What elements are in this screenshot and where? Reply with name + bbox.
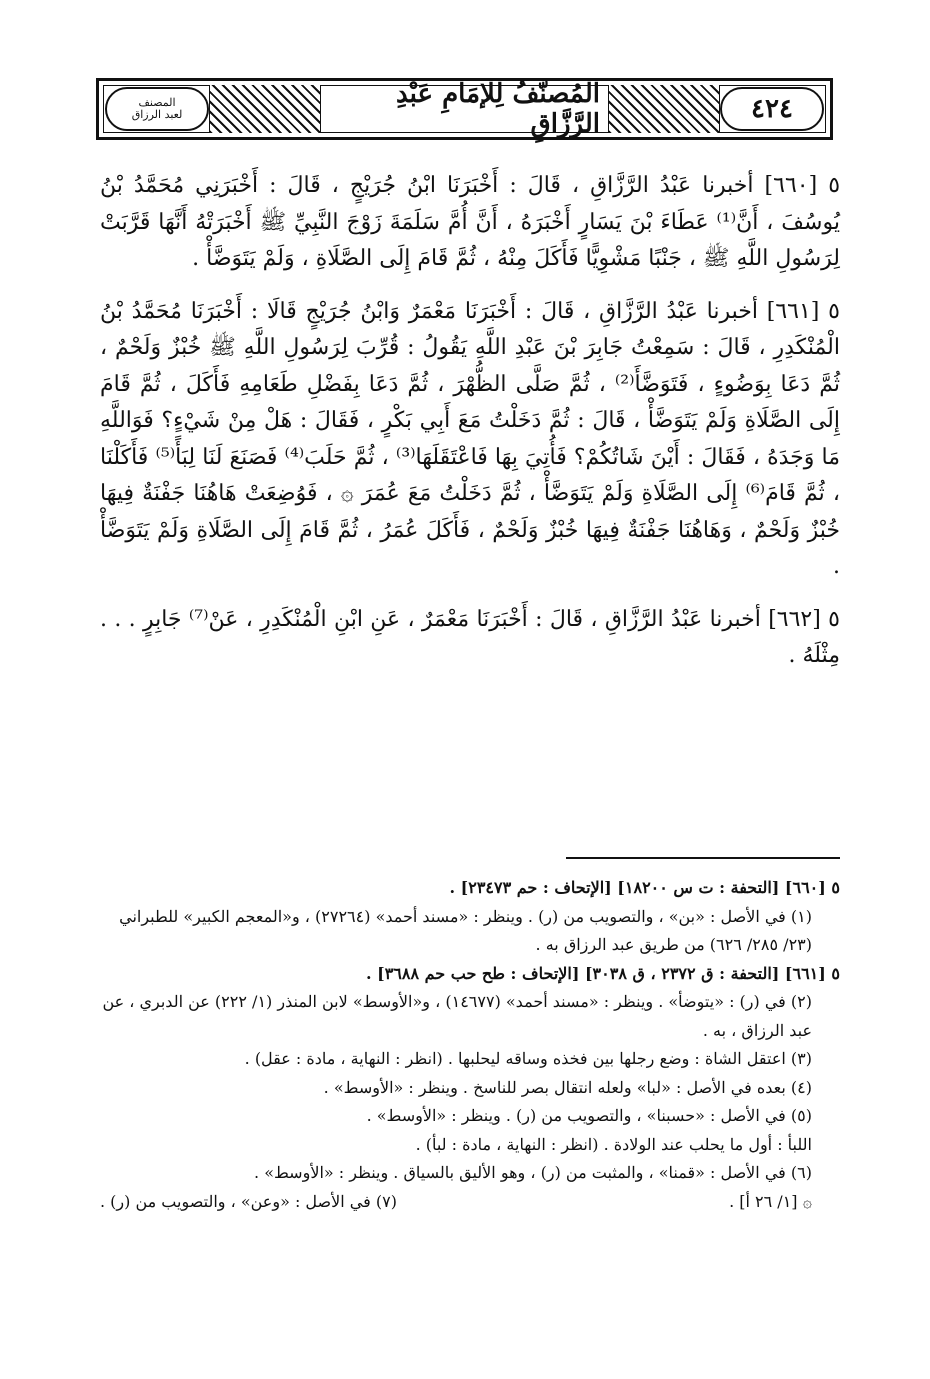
footnote-divider <box>566 857 840 859</box>
page-header <box>96 78 833 140</box>
hadith-661: ٥ [٦٦١] أخبرنا عَبْدُ الرَّزَّاقِ ، قَالَ : أَخْبَرَنَا مَعْمَرٌ وَابْنُ جُرَيْجٍ قَالَا : أَخْبَرَنَا مُحَمَّدُ بْنُ الْمُنْكَدِرِ ، قَالَ : سَمِعْتُ جَابِرَ بْنَ عَبْدِ اللَّهِ يَقُولُ : قُرِّبَ لِرَسُولِ اللَّهِ ﷺ خُبْزٌ وَلَحْمٌ ، ثُمَّ دَعَا بِوَضُوءٍ ، فَتَوَضَّأَ⁽²⁾ ، ثُمَّ صَلَّى الظُّهْرَ ، ثُمَّ دَعَا بِفَضْلِ طَعَامِهِ فَأَكَلَ ، ثُمَّ قَامَ إِلَى الصَّلَاةِ وَلَمْ يَتَوَضَّأْ ، قَالَ : ثُمَّ دَخَلْتُ مَعَ أَبِي بَكْرٍ ، فَقَالَ : هَلْ مِنْ شَيْءٍ؟ فَوَاللَّهِ مَا وَجَدَهُ ، فَقَالَ : أَيْنَ شَاتُكُمْ؟ فَأُتِيَ بِهَا فَاعْتَقَلَهَا⁽³⁾ ، ثُمَّ حَلَبَ⁽⁴⁾ فَصَنَعَ لَنَا لِبَأً⁽⁵⁾ فَأَكَلْنَا ، ثُمَّ قَامَ⁽⁶⁾ إِلَى الصَّلَاةِ وَلَمْ يَتَوَضَّأْ ، ثُمَّ دَخَلْتُ مَعَ عُمَرَ ۞ ، فَوُضِعَتْ هَاهُنَا جَفْنَةٌ فِيهَا خُبْزٌ وَلَحْمٌ ، وَهَاهُنَا جَفْنَةٌ فِيهَا خُبْزٌ وَلَحْمٌ ، فَأَكَلَ عُمَرُ ، ثُمَّ قَامَ إِلَى الصَّلَاةِ وَلَمْ يَتَوَضَّأْ . <box>100 298 840 579</box>
footnote-1: (١) في الأصل : «بن» ، والتصويب من (ر) . وينظر : «مسند أحمد» (٢٧٢٦٤) ، و«المعجم الكبير» للطبراني (٢٣/ ٢٨٥/ ٦٢٦) من طريق عبد الرزاق به . <box>119 906 812 954</box>
book-title: المُصنّفُ لِلإمَامِ عَبْدِ الرَّزَّاقِ <box>329 87 600 131</box>
book-seal-logo <box>105 87 209 131</box>
footnote-4: (٤) بعده في الأصل : «لبا» ولعله انتقال بصر للناسخ . وينظر : «الأوسط» . <box>323 1077 812 1097</box>
footnote-5: (٥) في الأصل : «حسبنا» ، والتصويب من (ر) . وينظر : «الأوسط» . <box>366 1106 812 1125</box>
footnote-2: (٢) في (ر) : «يتوضأ» . وينظر : «مسند أحمد» (١٤٦٧٧) ، و«الأوسط» لابن المنذر (١/ ٢٢٢) عن الدبري ، عن عبد الرزاق ، به . <box>102 992 812 1040</box>
ornament-left <box>209 85 321 133</box>
footnote-7: (٧) في الأصل : «وعن» ، والتصويب من (ر) . <box>100 1191 397 1211</box>
hadith-662: ٥ [٦٦٢] أخبرنا عَبْدُ الرَّزَّاقِ ، قَالَ : أَخْبَرَنَا مَعْمَرٌ ، عَنِ ابْنِ الْمُنْكَدِرِ ، عَنْ⁽⁷⁾ جَابِرٍ . . . مِثْلَهُ . <box>100 606 840 668</box>
footnote-6: (٦) في الأصل : «قمنا» ، والمثبت من (ر) ، وهو الأليق بالسياق . وينظر : «الأوسط» . <box>254 1163 812 1182</box>
seal-line-1: المصنف <box>138 96 176 109</box>
manuscript-folio-ref: ۞ [١/ ٢٦ أ] . <box>729 1191 812 1211</box>
seal-line-2: لعبد الرزاق <box>131 108 183 121</box>
footnote-5-gloss: اللبأ : أول ما يحلب عند الولادة . (انظر : النهاية ، مادة : لبأ) . <box>415 1134 812 1154</box>
main-text <box>100 168 840 691</box>
footnote-ref-661: ٥ [٦٦١] [التحفة : ق ٢٣٧٢ ، ق ٣٠٣٨] [الإتحاف : طح حب حم ٣٦٨٨] . <box>365 963 840 983</box>
footnote-ref-660: ٥ [٦٦٠] [التحفة : ت س ١٨٢٠٠] [الإتحاف : حم ٢٣٤٧٣] . <box>449 878 840 897</box>
footnote-last-line <box>100 1188 840 1217</box>
footnotes <box>100 874 840 1216</box>
page-number: ٤٢٤ <box>720 87 824 131</box>
ornament-right <box>608 85 720 133</box>
hadith-660: ٥ [٦٦٠] أخبرنا عَبْدُ الرَّزَّاقِ ، قَالَ : أَخْبَرَنَا ابْنُ جُرَيْجٍ ، قَالَ : أَخْبَرَنِي مُحَمَّدُ بْنُ يُوسُفَ ، أَنَّ⁽¹⁾ عَطَاءَ بْنَ يَسَارٍ أَخْبَرَهُ ، أَنَّ أُمَّ سَلَمَةَ زَوْجَ النَّبِيِّ ﷺ أَخْبَرَتْهُ أَنَّهَا قَرَّبَتْ لِرَسُولِ اللَّهِ ﷺ ، جَنْبًا مَشْوِيًّا فَأَكَلَ مِنْهُ ، ثُمَّ قَامَ إِلَى الصَّلَاةِ ، وَلَمْ يَتَوَضَّأْ . <box>100 173 841 271</box>
footnote-3: (٣) اعتقل الشاة : وضع رجلها بين فخذه وساقه ليحلبها . (انظر : النهاية ، مادة : عقل) . <box>244 1049 812 1068</box>
